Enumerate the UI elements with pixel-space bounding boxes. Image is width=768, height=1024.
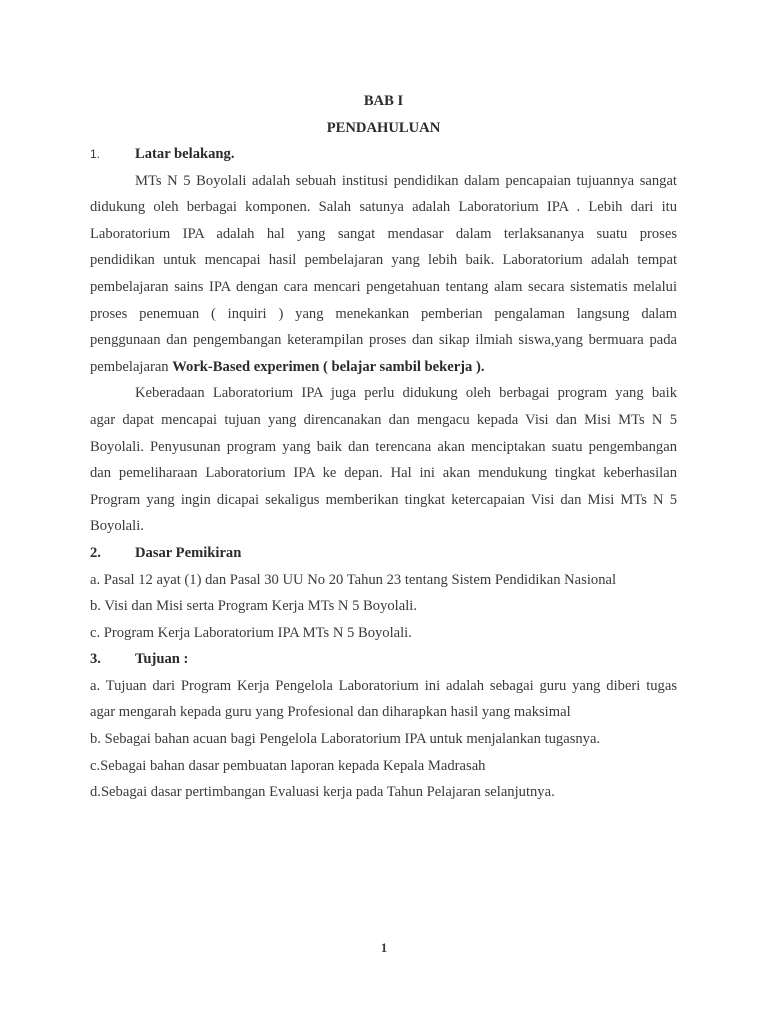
chapter-label: BAB I	[363, 93, 404, 109]
paragraph-line: Keberadaan Laboratorium IPA juga perlu didukung oleh berbagai program yang baik	[135, 385, 677, 402]
paragraph-line: pendidikan untuk mencapai hasil pembelajaran yang lebih baik. Laboratorium adalah tempat	[90, 252, 677, 269]
list-item: c.Sebagai bahan dasar pembuatan laporan kepada Kepala Madrasah	[90, 757, 486, 774]
paragraph-line: penggunaan dan pengembangan keterampilan proses dan sikap ilmiah siswa,yang bermuara pada	[90, 332, 677, 349]
chapter-title: PENDAHULUAN	[326, 119, 441, 136]
section-1-title: Latar belakang.	[135, 146, 235, 162]
paragraph-line: Boyolali. Penyusunan program yang baik dan terencana akan menciptakan suatu pengembangan	[90, 438, 677, 455]
paragraph-line: proses penemuan ( inquiri ) yang menekankan pemberian pengalaman langsung dalam	[90, 305, 677, 322]
paragraph-line: Laboratorium IPA adalah hal yang sangat mendasar dalam terlaksananya suatu proses	[90, 225, 677, 242]
list-item: a. Pasal 12 ayat (1) dan Pasal 30 UU No 20 Tahun 23 tentang Sistem Pendidikan Nasional	[90, 571, 617, 588]
list-item: d.Sebagai dasar pertimbangan Evaluasi kerja pada Tahun Pelajaran selanjutnya.	[90, 784, 555, 801]
paragraph-line: MTs N 5 Boyolali adalah sebuah institusi pendidikan dalam pencapaian tujuannya sangat	[135, 172, 677, 189]
section-1-paragraph-2	[90, 380, 677, 540]
section-3-title: Tujuan :	[135, 651, 189, 668]
section-1-heading	[90, 141, 677, 168]
paragraph-line	[90, 354, 677, 381]
document-page	[90, 88, 677, 806]
section-2-number: 2.	[90, 544, 101, 561]
list-item-continuation: agar mengarah kepada guru yang Profesional dan diharapkan hasil yang maksimal	[90, 704, 571, 721]
list-item: a. Tujuan dari Program Kerja Pengelola Laboratorium ini adalah sebagai guru yang diberi tugas	[90, 677, 677, 694]
paragraph-text: pembelajaran	[90, 358, 173, 375]
section-2-title: Dasar Pemikiran	[135, 544, 242, 561]
paragraph-line: didukung oleh berbagai komponen. Salah satunya adalah Laboratorium IPA . Lebih dari itu	[90, 199, 677, 216]
paragraph-line: Program yang ingin dicapai sekaligus memberikan tingkat ketercapaian Visi dan Misi MTs N 5	[90, 491, 677, 508]
work-based-emphasis: Work-Based experimen ( belajar sambil bekerja ).	[172, 358, 485, 375]
list-item: b. Visi dan Misi serta Program Kerja MTs N 5 Boyolali.	[90, 598, 417, 615]
paragraph-line: agar dapat mencapai tujuan yang direncanakan dan mengacu kepada Visi dan Misi MTs N 5	[90, 411, 677, 428]
list-item: c. Program Kerja Laboratorium IPA MTs N 5 Boyolali.	[90, 624, 412, 641]
section-1-number: 1.	[90, 147, 101, 161]
section-1-paragraph-1	[90, 168, 677, 381]
list-item: b. Sebagai bahan acuan bagi Pengelola Laboratorium IPA untuk menjalankan tugasnya.	[90, 731, 601, 748]
paragraph-line: Boyolali.	[90, 518, 144, 535]
page-number: 1	[380, 940, 388, 955]
section-3-heading	[90, 646, 677, 673]
paragraph-line: pembelajaran sains IPA dengan cara mencari pengetahuan tentang alam secara sistematis melalui	[90, 278, 677, 295]
section-3-number: 3.	[90, 651, 101, 668]
section-2-heading	[90, 540, 677, 567]
paragraph-line: dan pemeliharaan Laboratorium IPA ke depan. Hal ini akan mendukung tingkat keberhasilan	[90, 465, 677, 482]
